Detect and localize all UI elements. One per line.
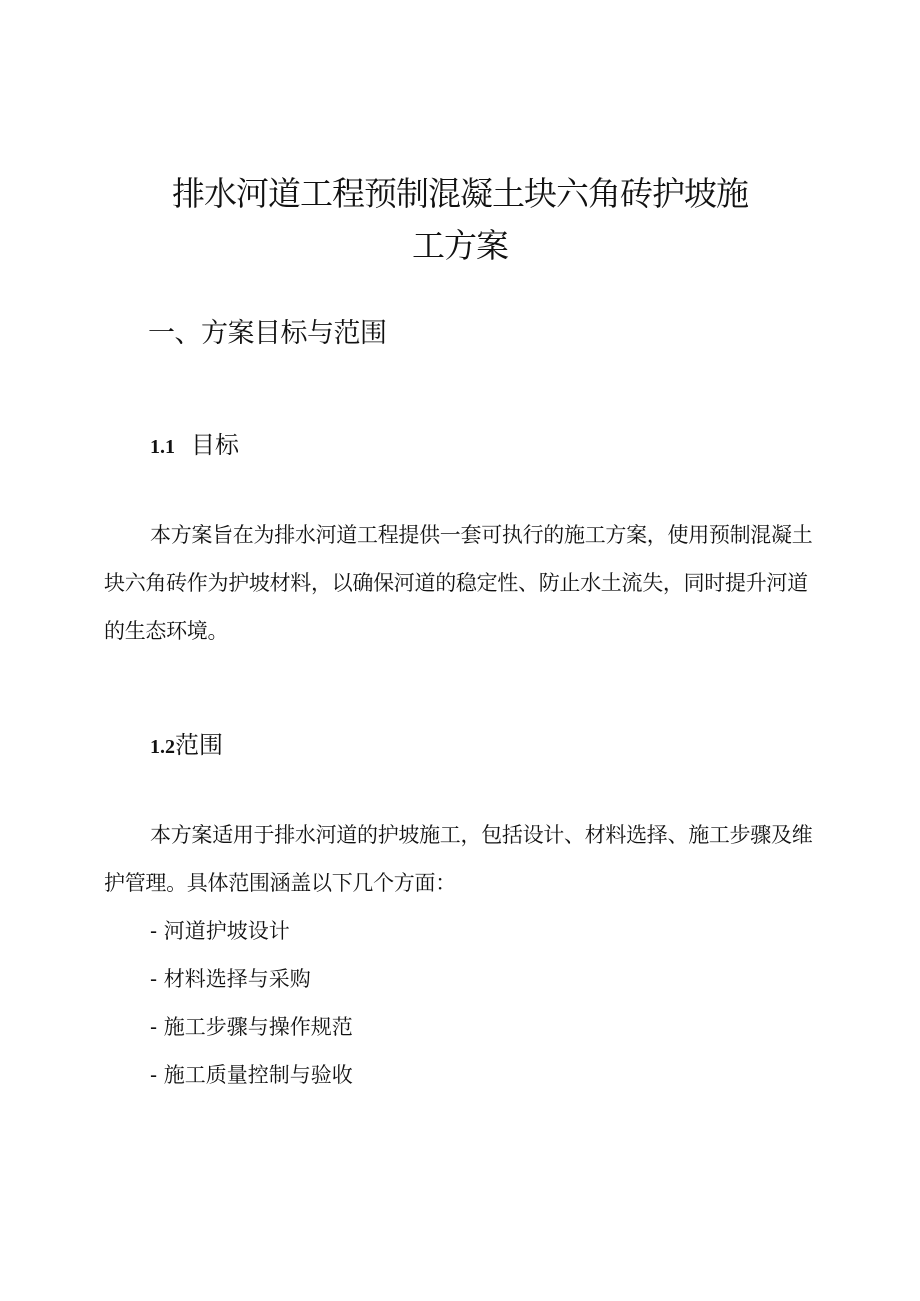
document-title: [100, 168, 820, 272]
subsection-heading-scope: [150, 727, 223, 765]
goal-paragraph: 本方案旨在为排水河道工程提供一套可执行的施工方案，使用预制混凝土块六角砖作为护坡材料，以确保河道的稳定性、防止水土流失，同时提升河道的生态环境。: [104, 523, 813, 643]
subsection-number: 1.1: [150, 436, 175, 458]
subsection-heading-goal: [150, 427, 239, 465]
subsection-number: 1.2: [150, 736, 175, 758]
scope-list: [150, 907, 353, 1099]
list-item: - 施工步骤与操作规范: [150, 1015, 353, 1039]
subsection-label: 目标: [191, 431, 239, 459]
list-item: - 施工质量控制与验收: [150, 1063, 353, 1087]
scope-paragraph: 本方案适用于排水河道的护坡施工，包括设计、材料选择、施工步骤及维护管理。具体范围涵盖以下几个方面：: [104, 823, 813, 895]
list-item: - 河道护坡设计: [150, 919, 290, 943]
list-item: - 材料选择与采购: [150, 967, 311, 991]
section-heading-goals-scope: 一、方案目标与范围: [148, 318, 387, 349]
subsection-label: 范围: [175, 731, 223, 759]
document-title-line-2: 工方案: [412, 226, 508, 265]
document-title-line-1: 排水河道工程预制混凝土块六角砖护坡施: [172, 174, 748, 213]
